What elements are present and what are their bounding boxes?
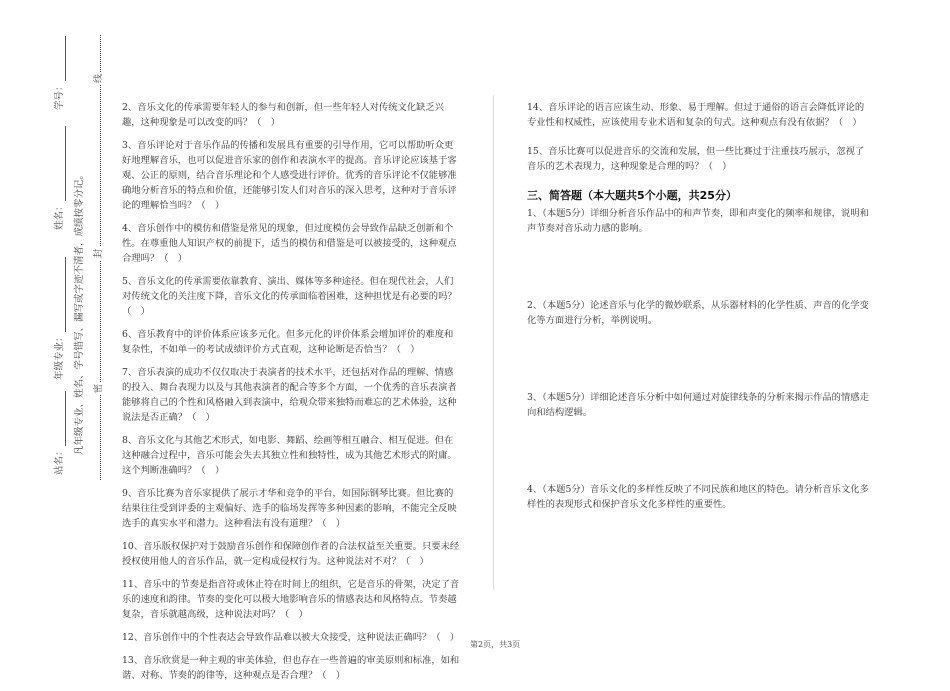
- question-4: 4、音乐创作中的模仿和借鉴是常见的现象，但过度模仿会导致作品缺乏创新和个性。在尊重他人知识产权的前提下，适当的模仿和借鉴是可以被接受的，这种观点合理吗？（ ）: [122, 223, 457, 264]
- question-12: 12、音乐创作中的个性表达会导致作品难以被大众接受，这种说法正确吗？（ ）: [122, 632, 460, 643]
- question-2: 2、音乐文化的传承需要年轻人的参与和创新，但一些年轻人对传统文化缺乏兴趣，这种现象是可以改变的吗？（ ）: [122, 102, 445, 128]
- right-column: [527, 100, 872, 520]
- short-answer-4: 4、（本题5分）音乐文化的多样性反映了不同民族和地区的特色。请分析音乐文化多样性的表现形式和保护音乐文化多样性的重要性。: [527, 484, 869, 510]
- question-5: 5、音乐文化的传承需要依靠教育、演出、媒体等多种途径。但在现代社会，人们对传统文化的关注度下降，音乐文化的传承面临着困难，这种担忧是有必要的吗？（ ）: [122, 276, 457, 317]
- seal-mark: 线: [94, 73, 104, 83]
- question-8: 8、音乐文化与其他艺术形式，如电影、舞蹈、绘画等相互融合、相互促进。但在这种融合过程中，音乐可能会失去其独立性和独特性，成为其他艺术形式的附庸。这个判断准确吗？（ ）: [122, 435, 457, 476]
- binding-margin: [40, 35, 110, 485]
- field-label: 站名：: [54, 446, 65, 475]
- field-label: 学号：: [54, 81, 65, 110]
- question-13: 13、音乐欣赏是一种主观的审美体验，但也存在一些普遍的审美原则和标准，如和谐、对称、节奏的韵律等，这种观点是否合理？（ ）: [122, 655, 460, 681]
- question-10: 10、音乐版权保护对于鼓励音乐创作和保障创作者的合法权益至关重要。只要未经授权使用他人的音乐作品，就一定构成侵权行为。这种说法对不对？（ ）: [122, 541, 460, 567]
- question-3: 3、音乐评论对于音乐作品的传播和发展具有重要的引导作用，它可以帮助听众更好地理解音乐，也可以促进音乐家的创作和表演水平的提高。音乐评论应该基于客观、公正的原则，结合音乐理论和个人感受进行评价。优秀的音乐评论不仅能够准确地分析音乐的特点和价值，还能够引发人们对音乐的深入思考，这种对于音乐评论的理解恰当吗？（ ）: [122, 140, 457, 211]
- short-answer-2: 2、（本题5分）论述音乐与化学的微妙联系，从乐器材料的化学性质、声音的化学变化等方面进行分析，举例说明。: [527, 300, 869, 326]
- question-6: 6、音乐教育中的评价体系应该多元化。但多元化的评价体系会增加评价的难度和复杂性，不如单一的考试成绩评价方式直观，这种论断是否恰当？（ ）: [122, 329, 454, 355]
- field-grade-major: [54, 257, 66, 380]
- field-underline: [55, 391, 66, 446]
- section-heading: 三、简答题（本大题共5个小题，共25分）: [527, 189, 737, 202]
- question-14: 14、音乐评论的语言应该生动、形象、易于理解。但过于通俗的语言会降低评论的专业性和权威性，应该使用专业术语和复杂的句式。这种观点有没有依据？（ ）: [527, 102, 865, 128]
- question-15: 15、音乐比赛可以促进音乐的交流和发展，但一些比赛过于注重技巧展示，忽视了音乐的艺术表现力，这种现象是合理的吗？（ ）: [527, 146, 865, 172]
- field-name: [54, 126, 66, 230]
- field-underline: [55, 126, 66, 201]
- seal-mark: 封: [94, 248, 104, 258]
- column-divider: [493, 95, 494, 590]
- short-answer-3: 3、（本题5分）详细论述音乐分析中如何通过对旋律线条的分析来揭示作品的情感走向和结构逻辑。: [527, 392, 869, 418]
- field-underline: [55, 36, 66, 81]
- field-student-id: [54, 36, 66, 110]
- short-answer-1: 1、（本题5分）详细分析音乐作品中的和声节奏，即和声变化的频率和规律，说明和声节奏对音乐动力感的影响。: [527, 208, 869, 234]
- left-column: [122, 100, 460, 691]
- binding-warning: 凡年级专业、姓名、学号错写、漏写或字迹不清者，成绩按零分记。: [74, 169, 85, 455]
- page-number: 第2页，共3页: [470, 640, 521, 649]
- field-label: 年级专业：: [54, 332, 65, 380]
- field-label: 姓名：: [54, 201, 65, 230]
- question-9: 9、音乐比赛为音乐家提供了展示才华和竞争的平台，如国际钢琴比赛。但比赛的结果往往受到评委的主观偏好、选手的临场发挥等多种因素的影响，不能完全反映选手的真实水平和潜力。这种看法有没有道理？（ ）: [122, 488, 457, 529]
- question-7: 7、音乐表演的成功不仅仅取决于表演者的技术水平，还包括对作品的理解、情感的投入、舞台表现力以及与其他表演者的配合等多个方面，一个优秀的音乐表演者能够将自己的个性和风格融入到表演中，给观众带来独特而难忘的艺术体验，这种说法是否正确？（ ）: [122, 367, 457, 423]
- question-11: 11、音乐中的节奏是指音符或休止符在时间上的组织，它是音乐的骨架，决定了音乐的速度和韵律。节奏的变化可以极大地影响音乐的情感表达和风格特点。节奏越复杂，音乐就越高级，这种说法对吗？（ ）: [122, 579, 460, 620]
- seal-mark: 密: [94, 383, 104, 393]
- field-underline: [55, 257, 66, 332]
- field-station: [54, 391, 66, 475]
